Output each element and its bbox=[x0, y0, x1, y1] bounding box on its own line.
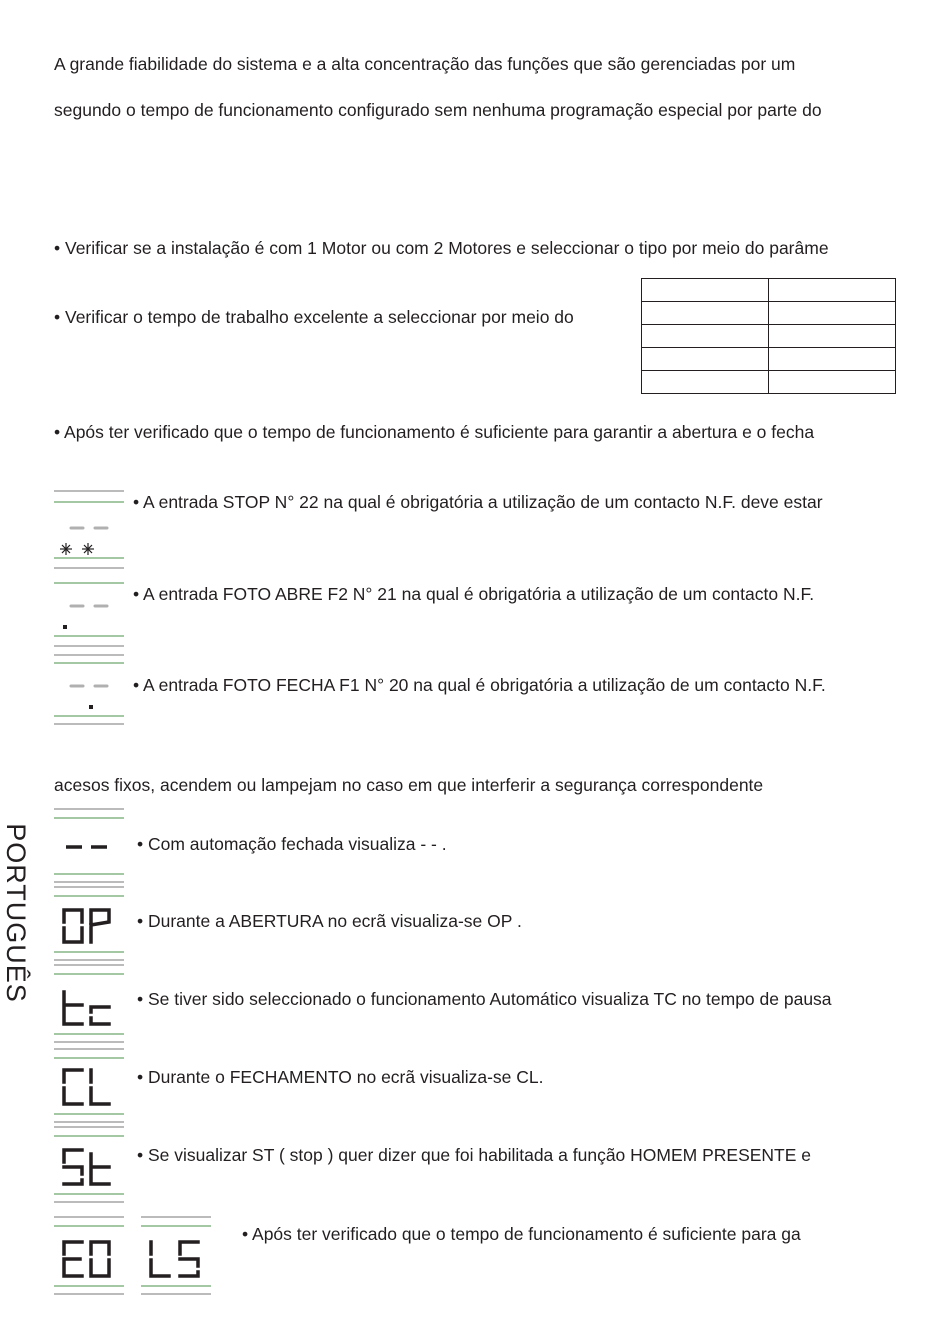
display-limit-switch-ls-icon bbox=[141, 1214, 211, 1296]
display-error-e0-icon bbox=[54, 1214, 124, 1296]
display-pause-tc-icon bbox=[54, 962, 124, 1042]
state-closed-text: • Com automação fechada visualiza - - . bbox=[137, 834, 447, 854]
table-cell bbox=[642, 302, 769, 325]
side-language-label: PORTUGUÊS bbox=[1, 823, 31, 1003]
final-check-text: • Após ter verificado que o tempo de funcionamento é suficiente para ga bbox=[242, 1224, 801, 1244]
table-cell bbox=[769, 302, 896, 325]
display-open-op-icon bbox=[54, 884, 124, 962]
table-cell bbox=[769, 279, 896, 302]
intro-line-1: A grande fiabilidade do sistema e a alta concentração das funções que são gerenciadas por um bbox=[54, 54, 796, 74]
table-row bbox=[642, 302, 896, 325]
photo-open-input-text: • A entrada FOTO ABRE F2 N° 21 na qual é obrigatória a utilização de um contacto N.F. bbox=[133, 584, 815, 604]
state-stop-text: • Se visualizar ST ( stop ) quer dizer que foi habilitada a função HOMEM PRESENTE e bbox=[137, 1145, 812, 1165]
display-closing-cl-icon bbox=[54, 1046, 124, 1124]
table-cell bbox=[642, 371, 769, 394]
table-cell bbox=[769, 348, 896, 371]
display-stop-st-icon bbox=[54, 1124, 124, 1204]
stop-input-text: • A entrada STOP N° 22 na qual é obrigatória a utilização de um contacto N.F. deve estar bbox=[133, 492, 823, 512]
table-row bbox=[642, 279, 896, 302]
table-cell bbox=[769, 371, 896, 394]
display-closed-dashes-icon bbox=[54, 806, 124, 884]
table-cell bbox=[769, 325, 896, 348]
photo-open-input-display-icon bbox=[54, 580, 124, 648]
table-cell bbox=[642, 325, 769, 348]
state-closing-text: • Durante o FECHAMENTO no ecrã visualiza-se CL. bbox=[137, 1067, 544, 1087]
state-opening-text: • Durante a ABERTURA no ecrã visualiza-se OP . bbox=[137, 911, 522, 931]
leds-note-text: acesos fixos, acendem ou lampejam no caso em que interferir a segurança correspondente bbox=[54, 775, 764, 795]
table-row bbox=[642, 325, 896, 348]
photo-close-input-text: • A entrada FOTO FECHA F1 N° 20 na qual é obrigatória a utilização de um contacto N.F. bbox=[133, 675, 826, 695]
table-cell bbox=[642, 279, 769, 302]
table-row bbox=[642, 348, 896, 371]
photo-close-input-display-icon bbox=[54, 652, 124, 727]
check-after-verified-text: • Após ter verificado que o tempo de funcionamento é suficiente para garantir a abertura e o fecha bbox=[54, 422, 815, 442]
state-pause-text: • Se tiver sido seleccionado o funcionamento Automático visualiza TC no tempo de pausa bbox=[137, 989, 832, 1009]
intro-line-2: segundo o tempo de funcionamento configurado sem nenhuma programação especial por parte do bbox=[54, 100, 822, 120]
check-motors-text: • Verificar se a instalação é com 1 Motor ou com 2 Motores e seleccionar o tipo por meio do parâme bbox=[54, 238, 829, 258]
check-work-time-text: • Verificar o tempo de trabalho excelente a seleccionar por meio do bbox=[54, 307, 574, 327]
table-row bbox=[642, 371, 896, 394]
stop-input-display-icon bbox=[54, 488, 124, 568]
table-cell bbox=[642, 348, 769, 371]
parameter-table bbox=[641, 278, 896, 394]
